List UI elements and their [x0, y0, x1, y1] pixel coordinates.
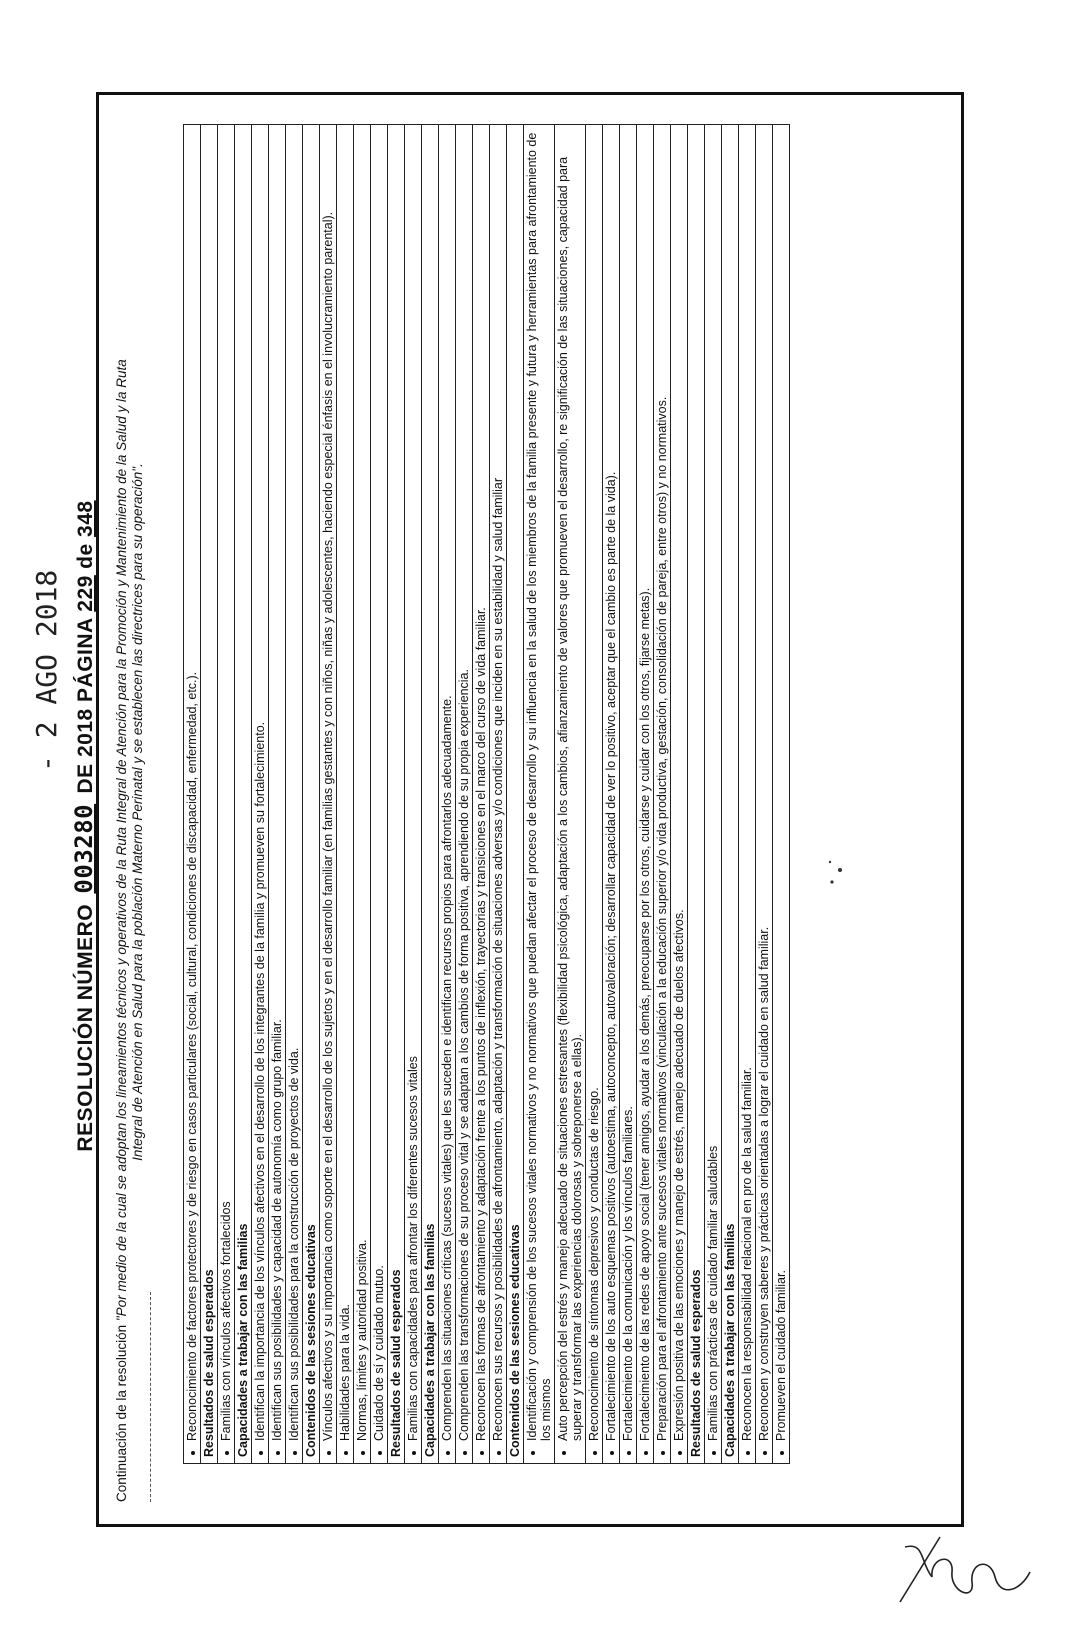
bullet-row	[773, 125, 790, 1464]
bullet-row	[218, 125, 235, 1464]
bullet-row	[371, 125, 388, 1464]
resolution-label: RESOLUCIÓN NÚMERO	[74, 903, 97, 1152]
table-cell	[320, 125, 337, 1464]
bullet-row	[184, 125, 201, 1464]
bullet-row	[337, 125, 354, 1464]
bullet-list	[219, 131, 233, 1457]
bullet-item: • Familias con vínculos afectivos fortalecidos	[219, 131, 233, 1441]
bullet-list	[406, 131, 420, 1457]
table-cell: Contenidos de las sesiones educativas	[303, 125, 320, 1464]
section-header-row	[235, 125, 252, 1464]
bullet-item: • Familias con capacidades para afrontar los diferentes sucesos vitales	[406, 131, 420, 1441]
bullet-list	[655, 131, 669, 1457]
bullet-item: • Cuidado de sí y cuidado mutuo.	[372, 131, 386, 1441]
table-cell	[473, 125, 490, 1464]
section-header-row	[388, 125, 405, 1464]
bullet-list	[440, 131, 454, 1457]
bullet-item: • Familias con prácticas de cuidado familiar saludables	[706, 131, 720, 1441]
bullet-list	[525, 131, 553, 1457]
table-cell	[252, 125, 269, 1464]
bullet-list	[491, 131, 505, 1457]
table-cell	[756, 125, 773, 1464]
section-header-row	[722, 125, 739, 1464]
bullet-item: • Normas, límites y autoridad positiva.	[355, 131, 369, 1441]
section-header-row	[303, 125, 320, 1464]
table-cell	[184, 125, 201, 1464]
section-header-row	[422, 125, 439, 1464]
table-cell: Resultados de salud esperados	[388, 125, 405, 1464]
table-cell	[705, 125, 722, 1464]
table-cell	[456, 125, 473, 1464]
bullet-item: • Auto percepción del estrés y manejo adecuado de situaciones estresantes (flexibilidad psicológica, adaptación a los cambios, afianzamiento de valores que promueven el desarrollo, re significación de las situaciones, capacidad para superar y transformar las experiencias dolorosas y sobreponerse a ellas).	[556, 131, 584, 1441]
bullet-row	[456, 125, 473, 1464]
bullet-row	[654, 125, 671, 1464]
bullet-row	[555, 125, 586, 1464]
bullet-row	[756, 125, 773, 1464]
table-cell	[269, 125, 286, 1464]
bullet-list	[474, 131, 488, 1457]
bullet-row	[671, 125, 688, 1464]
bullet-item: • Identifican sus posibilidades para la construcción de proyectos de vida.	[287, 131, 301, 1441]
table-cell	[603, 125, 620, 1464]
bullet-list	[185, 131, 199, 1457]
bullet-row	[473, 125, 490, 1464]
continuation-text-1: "Por medio de la cual se adoptan los lineamientos técnicos y operativos de la Ruta Integral de Atención para la Promoción y Mantenimiento de la Salud y la Ruta	[114, 359, 129, 1322]
bullet-list	[672, 131, 686, 1457]
continuation-note	[114, 122, 146, 1502]
scan-specks	[820, 852, 860, 892]
section-header-row	[688, 125, 705, 1464]
bullet-row	[603, 125, 620, 1464]
bullet-item: • Comprenden las transformaciones de su proceso vital y se adaptan a los cambios de forma positiva, aprendiendo de su propia experiencia.	[457, 131, 471, 1441]
table-cell	[286, 125, 303, 1464]
bullet-list	[774, 131, 788, 1457]
bullet-list	[587, 131, 601, 1457]
bullet-item: • Identificación y comprensión de los sucesos vitales normativos y no normativos que puedan afectar el proceso de desarrollo y su influencia en la salud de los miembros de la familia presente y futura y herramientas para afrontamiento de los mismos	[525, 131, 553, 1441]
handwritten-date: - 2 AGO 2018	[30, 569, 63, 772]
table-cell: Contenidos de las sesiones educativas	[507, 125, 524, 1464]
section-header-row	[507, 125, 524, 1464]
table-cell: Resultados de salud esperados	[201, 125, 218, 1464]
bullet-row	[320, 125, 337, 1464]
bullet-list	[621, 131, 635, 1457]
bullet-row	[637, 125, 654, 1464]
content-frame	[96, 92, 964, 1527]
bullet-list	[457, 131, 471, 1457]
section-header-row	[201, 125, 218, 1464]
bullet-item: • Fortalecimiento de las redes de apoyo social (tener amigos, ayudar a los demás, preocuparse por los otros, cuidarse y cuidar con los otros, fijarse metas).	[638, 131, 652, 1441]
resolution-title	[70, 500, 98, 1152]
bullet-list	[604, 131, 618, 1457]
bullet-list	[556, 131, 584, 1457]
year-page-label: DE 2018 PÁGINA	[74, 618, 97, 794]
bullet-item: • Reconocimiento de síntomas depresivos y conductas de riesgo.	[587, 131, 601, 1441]
table-cell	[620, 125, 637, 1464]
bullet-row	[286, 125, 303, 1464]
bullet-list	[321, 131, 335, 1457]
table-cell: Capacidades a trabajar con las familias	[722, 125, 739, 1464]
table-body	[184, 125, 790, 1464]
bullet-item: • Promueven el cuidado familiar.	[774, 131, 788, 1441]
table-cell	[739, 125, 756, 1464]
table-cell	[773, 125, 790, 1464]
bullet-row	[252, 125, 269, 1464]
bullet-row	[586, 125, 603, 1464]
table-cell	[490, 125, 507, 1464]
bullet-row	[354, 125, 371, 1464]
bullet-list	[638, 131, 652, 1457]
resolution-number: 003280	[70, 803, 98, 894]
table-cell: Capacidades a trabajar con las familias	[422, 125, 439, 1464]
table-cell	[524, 125, 555, 1464]
bullet-item: • Reconocen las formas de afrontamiento y adaptación frente a los puntos de inflexión, trayectorias y transiciones en el marco del curso de vida familiar.	[474, 131, 488, 1441]
bullet-item: • Fortalecimiento de la comunicación y los vínculos familiares.	[621, 131, 635, 1441]
bullet-item: • Reconocen la responsabilidad relacional en pro de la salud familiar.	[740, 131, 754, 1441]
bullet-list	[355, 131, 369, 1457]
bullet-item: • Expresión positiva de las emociones y manejo de estrés, manejo adecuado de duelos afectivos.	[672, 131, 686, 1441]
bullet-item: • Preparación para el afrontamiento ante sucesos vitales normativos (vinculación a la educación superior y/o vida productiva, gestación, consolidación de pareja, entre otros) y no normativos.	[655, 131, 669, 1441]
bullet-list	[372, 131, 386, 1457]
table-cell	[354, 125, 371, 1464]
bullet-row	[739, 125, 756, 1464]
table-cell	[371, 125, 388, 1464]
table-cell	[337, 125, 354, 1464]
divider	[150, 1292, 151, 1502]
signature-scribble	[880, 1522, 1040, 1632]
bullet-item: • Vínculos afectivos y su importancia como soporte en el desarrollo de los sujetos y en el desarrollo familiar (en familias gestantes y con niños, niñas y adolescentes, haciendo especial énfasis en el involucramiento parental).	[321, 131, 335, 1441]
bullet-list	[270, 131, 284, 1457]
bullet-row	[405, 125, 422, 1464]
bullet-item: • Reconocen sus recursos y posibilidades de afrontamiento, adaptación y transformación de situaciones adversas y/o condiciones que inciden en su estabilidad y salud familiar	[491, 131, 505, 1441]
bullet-item: • Comprenden las situaciones críticas (sucesos vitales) que les suceden e identifican recursos propios para afrontarlos adecuadamente.	[440, 131, 454, 1441]
bullet-list	[287, 131, 301, 1457]
table-cell	[671, 125, 688, 1464]
bullet-row	[524, 125, 555, 1464]
bullet-list	[757, 131, 771, 1457]
table-cell	[405, 125, 422, 1464]
bullet-item: • Habilidades para la vida.	[338, 131, 352, 1441]
bullet-list	[253, 131, 267, 1457]
bullet-row	[269, 125, 286, 1464]
continuation-text-2: Integral de Atención en Salud para la población Materno Perinatal y se establecen las directrices para su operación".	[130, 463, 145, 1161]
bullet-item: • Reconocimiento de factores protectores y de riesgo en casos particulares (social, cultural, condiciones de discapacidad, enfermedad, etc.).	[185, 131, 199, 1441]
table-cell	[654, 125, 671, 1464]
continuation-prefix: Continuación de la resolución	[114, 1324, 129, 1502]
bullet-list	[740, 131, 754, 1457]
table-cell: Resultados de salud esperados	[688, 125, 705, 1464]
bullet-row	[705, 125, 722, 1464]
page-header	[70, 0, 98, 1652]
table-cell	[586, 125, 603, 1464]
table-cell	[637, 125, 654, 1464]
bullet-row	[439, 125, 456, 1464]
table-cell	[555, 125, 586, 1464]
bullet-item: • Reconocen y construyen saberes y prácticas orientadas a lograr el cuidado en salud familiar.	[757, 131, 771, 1441]
page-total: 348	[74, 500, 97, 537]
bullet-list	[706, 131, 720, 1457]
table-cell	[218, 125, 235, 1464]
page-current: 229	[74, 575, 97, 612]
bullet-item: • Identifican sus posibilidades y capacidad de autonomía como grupo familiar.	[270, 131, 284, 1441]
bullet-item: • Identifican la importancia de los vínculos afectivos en el desarrollo de los integrantes de la familia y promueven su fortalecimiento.	[253, 131, 267, 1441]
page-of: de	[74, 543, 97, 569]
bullet-item: • Fortalecimiento de los auto esquemas positivos (autoestima, autoconcepto, autovaloración; desarrollar capacidad de ver lo positivo, aceptar que el cambio es parte de la vida).	[604, 131, 618, 1441]
content-table	[183, 124, 790, 1464]
bullet-row	[620, 125, 637, 1464]
bullet-list	[338, 131, 352, 1457]
bullet-row	[490, 125, 507, 1464]
table-cell	[439, 125, 456, 1464]
table-cell: Capacidades a trabajar con las familias	[235, 125, 252, 1464]
